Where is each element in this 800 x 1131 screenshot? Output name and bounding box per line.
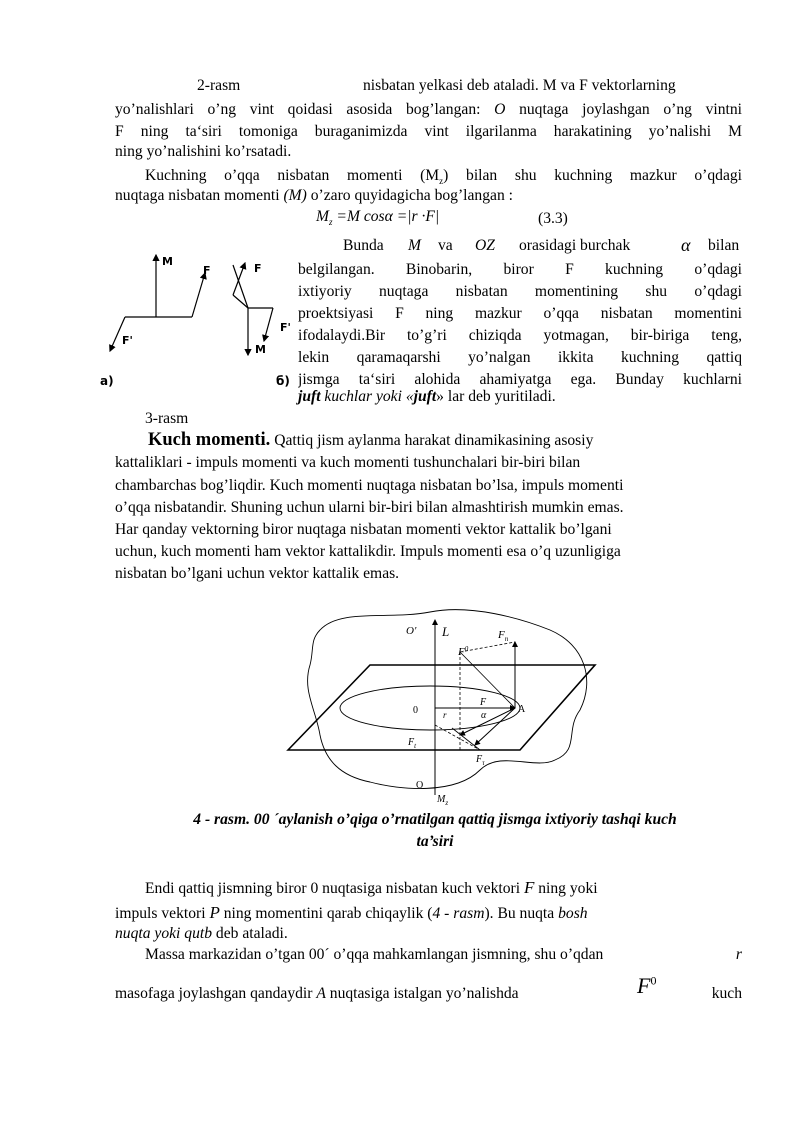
formula-number: (3.3) — [538, 210, 568, 227]
para5-line2: impuls vektori P ning momentini qarab chiqaylik (4 - rasm). Bu nuqta bosh — [115, 903, 588, 922]
section-heading: Kuch momenti. — [148, 430, 271, 450]
para1-line2: yo’nalishlari o’ng vint qoidasi asosida bog’langan: O nuqtaga joylashgan o’ng vintni — [115, 101, 742, 118]
section-line6: uchun, kuch momenti ham vektor kattalikdir. Impuls momenti esa o’q uzunligiga — [115, 543, 621, 560]
para3-line6: lekin qaramaqarshi yo’nalgan ikkita kuchning qattiq — [298, 349, 742, 366]
figure-2-label: 2-rasm — [197, 77, 241, 94]
label-r: r — [443, 710, 447, 720]
label-Ft: $F_t$ — [408, 737, 417, 750]
section-line7: nisbatan bo’lgani uchun vektor kattalik emas. — [115, 565, 400, 582]
label-O-prime: O' — [406, 625, 417, 637]
para2-line2: nuqtaga nisbatan momenti (M) o’zaro quyidagicha bog’langan : — [115, 187, 513, 204]
para1-line3: F ning ta‘siri tomoniga buraganimizda vint ilgarilanma harakatining yo’nalishi M — [115, 123, 742, 140]
fig3b-label: б) — [276, 374, 290, 388]
dashed-3 — [460, 652, 515, 708]
label-O-bottom: O — [416, 780, 424, 791]
para1-line1: nisbatan yelkasi deb ataladi. M va F vektorlarning — [363, 77, 676, 94]
para3-line5: ifodalaydi.Bir to’g’ri chiziqda yotmagan, bir-biriga teng, — [298, 327, 742, 344]
label-Ftau: $F_\tau$ — [476, 754, 485, 767]
label-F: F — [480, 697, 487, 708]
dashed-2 — [460, 642, 515, 652]
label-alpha: α — [481, 710, 487, 721]
para5-line1: Endi qattiq jismning biror 0 nuqtasiga nisbatan kuch vektori F ning yoki — [145, 878, 598, 897]
para3-line3: ixtiyoriy nuqtaga nisbatan momentining shu o’qdagi — [298, 283, 742, 300]
para5-line3: nuqta yoki qutb deb ataladi. — [115, 925, 288, 942]
para1-line4: ning yo’nalishini ko’rsatadi. — [115, 143, 292, 160]
force-Ft — [460, 708, 515, 735]
figure-4-caption-line1: 4 - rasm. 00 ´aylanish o’qiga o’rnatilgan qattiq jismga ixtiyoriy tashqi kuch — [193, 811, 677, 828]
fig3a-M-label: M — [162, 255, 173, 268]
section-line3: chambarchas bog’liqdir. Kuch momenti nuqtaga nisbatan bo’lsa, impuls momenti — [115, 477, 624, 494]
fig3a-Fprime-label: F' — [122, 334, 133, 347]
fig3b-Fprime-label: F' — [280, 321, 291, 334]
para3-line7: jismga ta‘siri alohida ahamiyatga ega. Bunday kuchlarni — [298, 371, 742, 388]
section-line4: o’qqa nisbatandir. Shuning uchun ularni bir-biri bilan almashtirish mumkin emas. — [115, 499, 624, 516]
F0-symbol: $F^0$ — [637, 973, 657, 998]
para3-line2: belgilangan. Binobarin, biror F kuchning o’qdagi — [298, 261, 742, 278]
para6-line1: Massa markazidan o’tgan 00´ o’qqa mahkamlangan jismning, shu o’qdan r — [145, 946, 742, 963]
figure-4 — [280, 600, 600, 810]
section-line1: Kuch momenti. Qattiq jism aylanma harakat dinamikasining asosiy — [148, 430, 594, 450]
label-O-center: 0 — [413, 705, 418, 716]
para3-line8: juft kuchlar yoki «juft» lar deb yuritiladi. — [298, 388, 556, 405]
para3-line4: proektsiyasi F ning mazkur o’qqa nisbatan momentini — [298, 305, 742, 322]
fig3b-Fprime-vector — [264, 308, 273, 341]
label-Mz: $M_z$ — [437, 794, 449, 807]
figure-4-caption-line2: ta’siri — [416, 833, 454, 850]
figure-3-label: 3-rasm — [145, 410, 189, 427]
section-line5: Har qanday vektorning biror nuqtaga nisbatan momenti vektor kattalik bo’lgani — [115, 521, 612, 538]
fig3a-F-label: F — [203, 264, 211, 277]
para2-line1: Kuchning o’qqa nisbatan momenti $(M_z)$ bilan shu kuchning mazkur o’qdagi — [145, 167, 742, 187]
fig3b-F-head — [233, 263, 245, 295]
section-line2: kattaliklari - impuls momenti va kuch momenti tushunchalari bir-biri bilan — [115, 454, 581, 471]
fig3a-label: a) — [100, 374, 114, 388]
label-L: L — [442, 624, 450, 639]
fig3a-F-vector — [192, 273, 205, 317]
fig3b-M-label: M — [255, 343, 266, 356]
label-A: A — [518, 704, 526, 715]
dashed-5 — [452, 728, 480, 750]
formula-3-3: $M_z =M$ cosα =|r ·F| — [316, 208, 440, 228]
para6-line2: masofaga joylashgan qandaydir A nuqtasiga istalgan yo’nalishda $F^0$ kuch — [115, 973, 742, 1002]
label-F0: $F^0$ — [458, 645, 469, 658]
figure-3 — [100, 245, 300, 395]
para3-line1: Bunda M va OZ orasidagi burchak α bilan — [343, 235, 740, 255]
label-Fn: $F_n$ — [498, 629, 509, 643]
fig3b-F-label: F — [254, 262, 262, 275]
